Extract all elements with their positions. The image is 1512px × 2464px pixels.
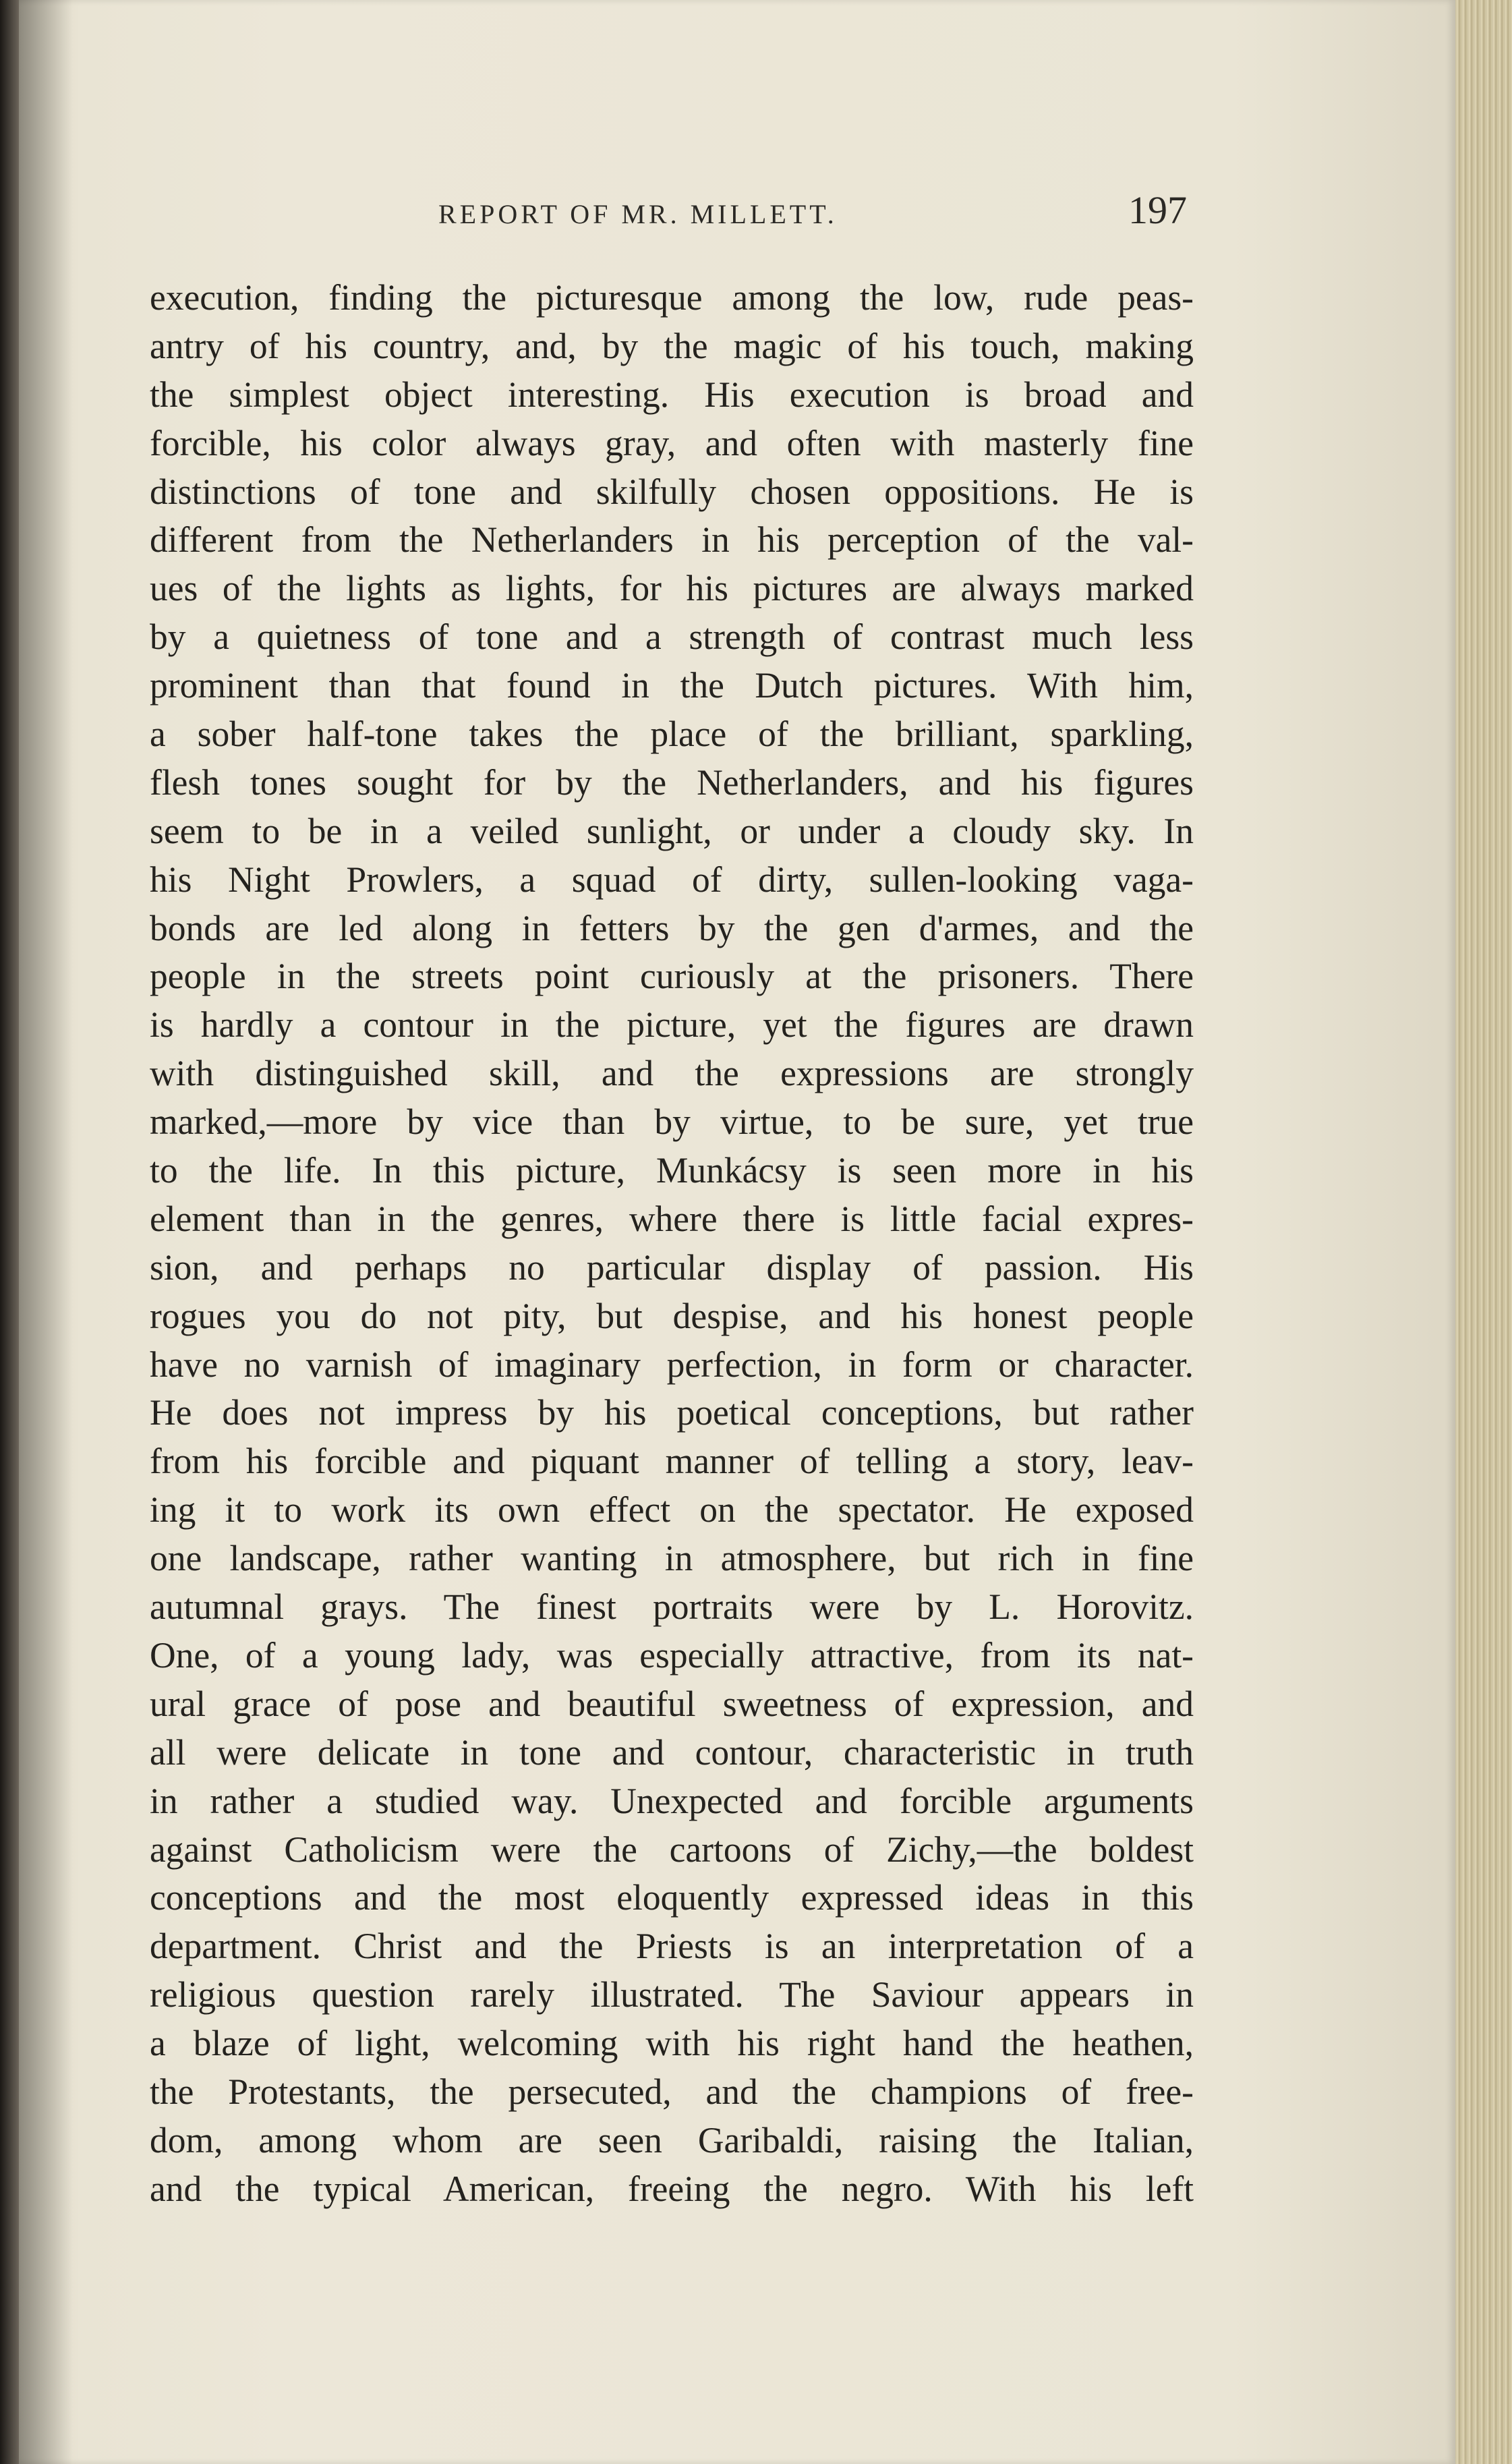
text-line: have no varnish of imaginary perfection, in form or character. <box>150 1344 1194 1385</box>
text-line: execution, finding the picturesque among the low, rude peas- <box>150 277 1194 318</box>
text-line: religious question rarely illustrated. The Saviour appears in <box>150 1974 1194 2015</box>
text-line: flesh tones sought for by the Netherlanders, and his figures <box>150 762 1194 803</box>
page-edges <box>1455 0 1512 2464</box>
text-line: his Night Prowlers, a squad of dirty, sullen-looking vaga- <box>150 859 1194 900</box>
text-line: a blaze of light, welcoming with his right hand the heathen, <box>150 2023 1194 2064</box>
text-line: one landscape, rather wanting in atmosphere, but rich in fine <box>150 1538 1194 1579</box>
text-line: to the life. In this picture, Munkácsy is seen more in his <box>150 1150 1194 1191</box>
page-number: 197 <box>1128 188 1187 232</box>
text-line: forcible, his color always gray, and often with masterly fine <box>150 422 1194 463</box>
text-line: autumnal grays. The finest portraits were by L. Horovitz. <box>150 1586 1194 1628</box>
text-line: He does not impress by his poetical conceptions, but rather <box>150 1392 1194 1433</box>
text-line: distinctions of tone and skilfully chosen oppositions. He is <box>150 471 1194 512</box>
text-line: against Catholicism were the cartoons of Zichy,—the boldest <box>150 1829 1194 1870</box>
text-line: marked,—more by vice than by virtue, to be sure, yet true <box>150 1101 1194 1143</box>
text-line: with distinguished skill, and the expressions are strongly <box>150 1053 1194 1094</box>
text-line: from his forcible and piquant manner of telling a story, leav- <box>150 1441 1194 1482</box>
text-line: is hardly a contour in the picture, yet the figures are drawn <box>150 1004 1194 1045</box>
text-line: in rather a studied way. Unexpected and forcible arguments <box>150 1780 1194 1821</box>
body-text <box>150 274 1194 2214</box>
text-line: a sober half-tone takes the place of the brilliant, sparkling, <box>150 714 1194 755</box>
text-line: element than in the genres, where there is little facial expres- <box>150 1198 1194 1239</box>
text-line: department. Christ and the Priests is an interpretation of a <box>150 1926 1194 1967</box>
text-line: all were delicate in tone and contour, characteristic in truth <box>150 1731 1194 1773</box>
text-line: different from the Netherlanders in his perception of the val- <box>150 519 1194 561</box>
text-line: the Protestants, the persecuted, and the champions of free- <box>150 2071 1194 2112</box>
text-line: ural grace of pose and beautiful sweetness of expression, and <box>150 1683 1194 1724</box>
running-head: REPORT OF MR. MILLETT. <box>438 199 838 229</box>
page-header <box>155 181 1187 235</box>
text-line: seem to be in a veiled sunlight, or under a cloudy sky. In <box>150 810 1194 851</box>
book-gutter <box>0 0 19 2464</box>
text-line: One, of a young lady, was especially attractive, from its nat- <box>150 1634 1194 1675</box>
text-line: ing it to work its own effect on the spectator. He exposed <box>150 1489 1194 1530</box>
text-line: and the typical American, freeing the negro. With his left <box>150 2168 1194 2209</box>
text-line: conceptions and the most eloquently expressed ideas in this <box>150 1877 1194 1918</box>
text-line: dom, among whom are seen Garibaldi, raising the Italian, <box>150 2119 1194 2160</box>
text-line: the simplest object interesting. His execution is broad and <box>150 374 1194 415</box>
text-line: by a quietness of tone and a strength of contrast much less <box>150 617 1194 658</box>
text-line: people in the streets point curiously at the prisoners. There <box>150 956 1194 997</box>
text-line: rogues you do not pity, but despise, and his honest people <box>150 1295 1194 1336</box>
text-line: sion, and perhaps no particular display of passion. His <box>150 1247 1194 1288</box>
text-line: ues of the lights as lights, for his pictures are always marked <box>150 568 1194 609</box>
text-line: bonds are led along in fetters by the gen d'armes, and the <box>150 907 1194 948</box>
text-line: prominent than that found in the Dutch pictures. With him, <box>150 665 1194 706</box>
text-line: antry of his country, and, by the magic of his touch, making <box>150 325 1194 366</box>
